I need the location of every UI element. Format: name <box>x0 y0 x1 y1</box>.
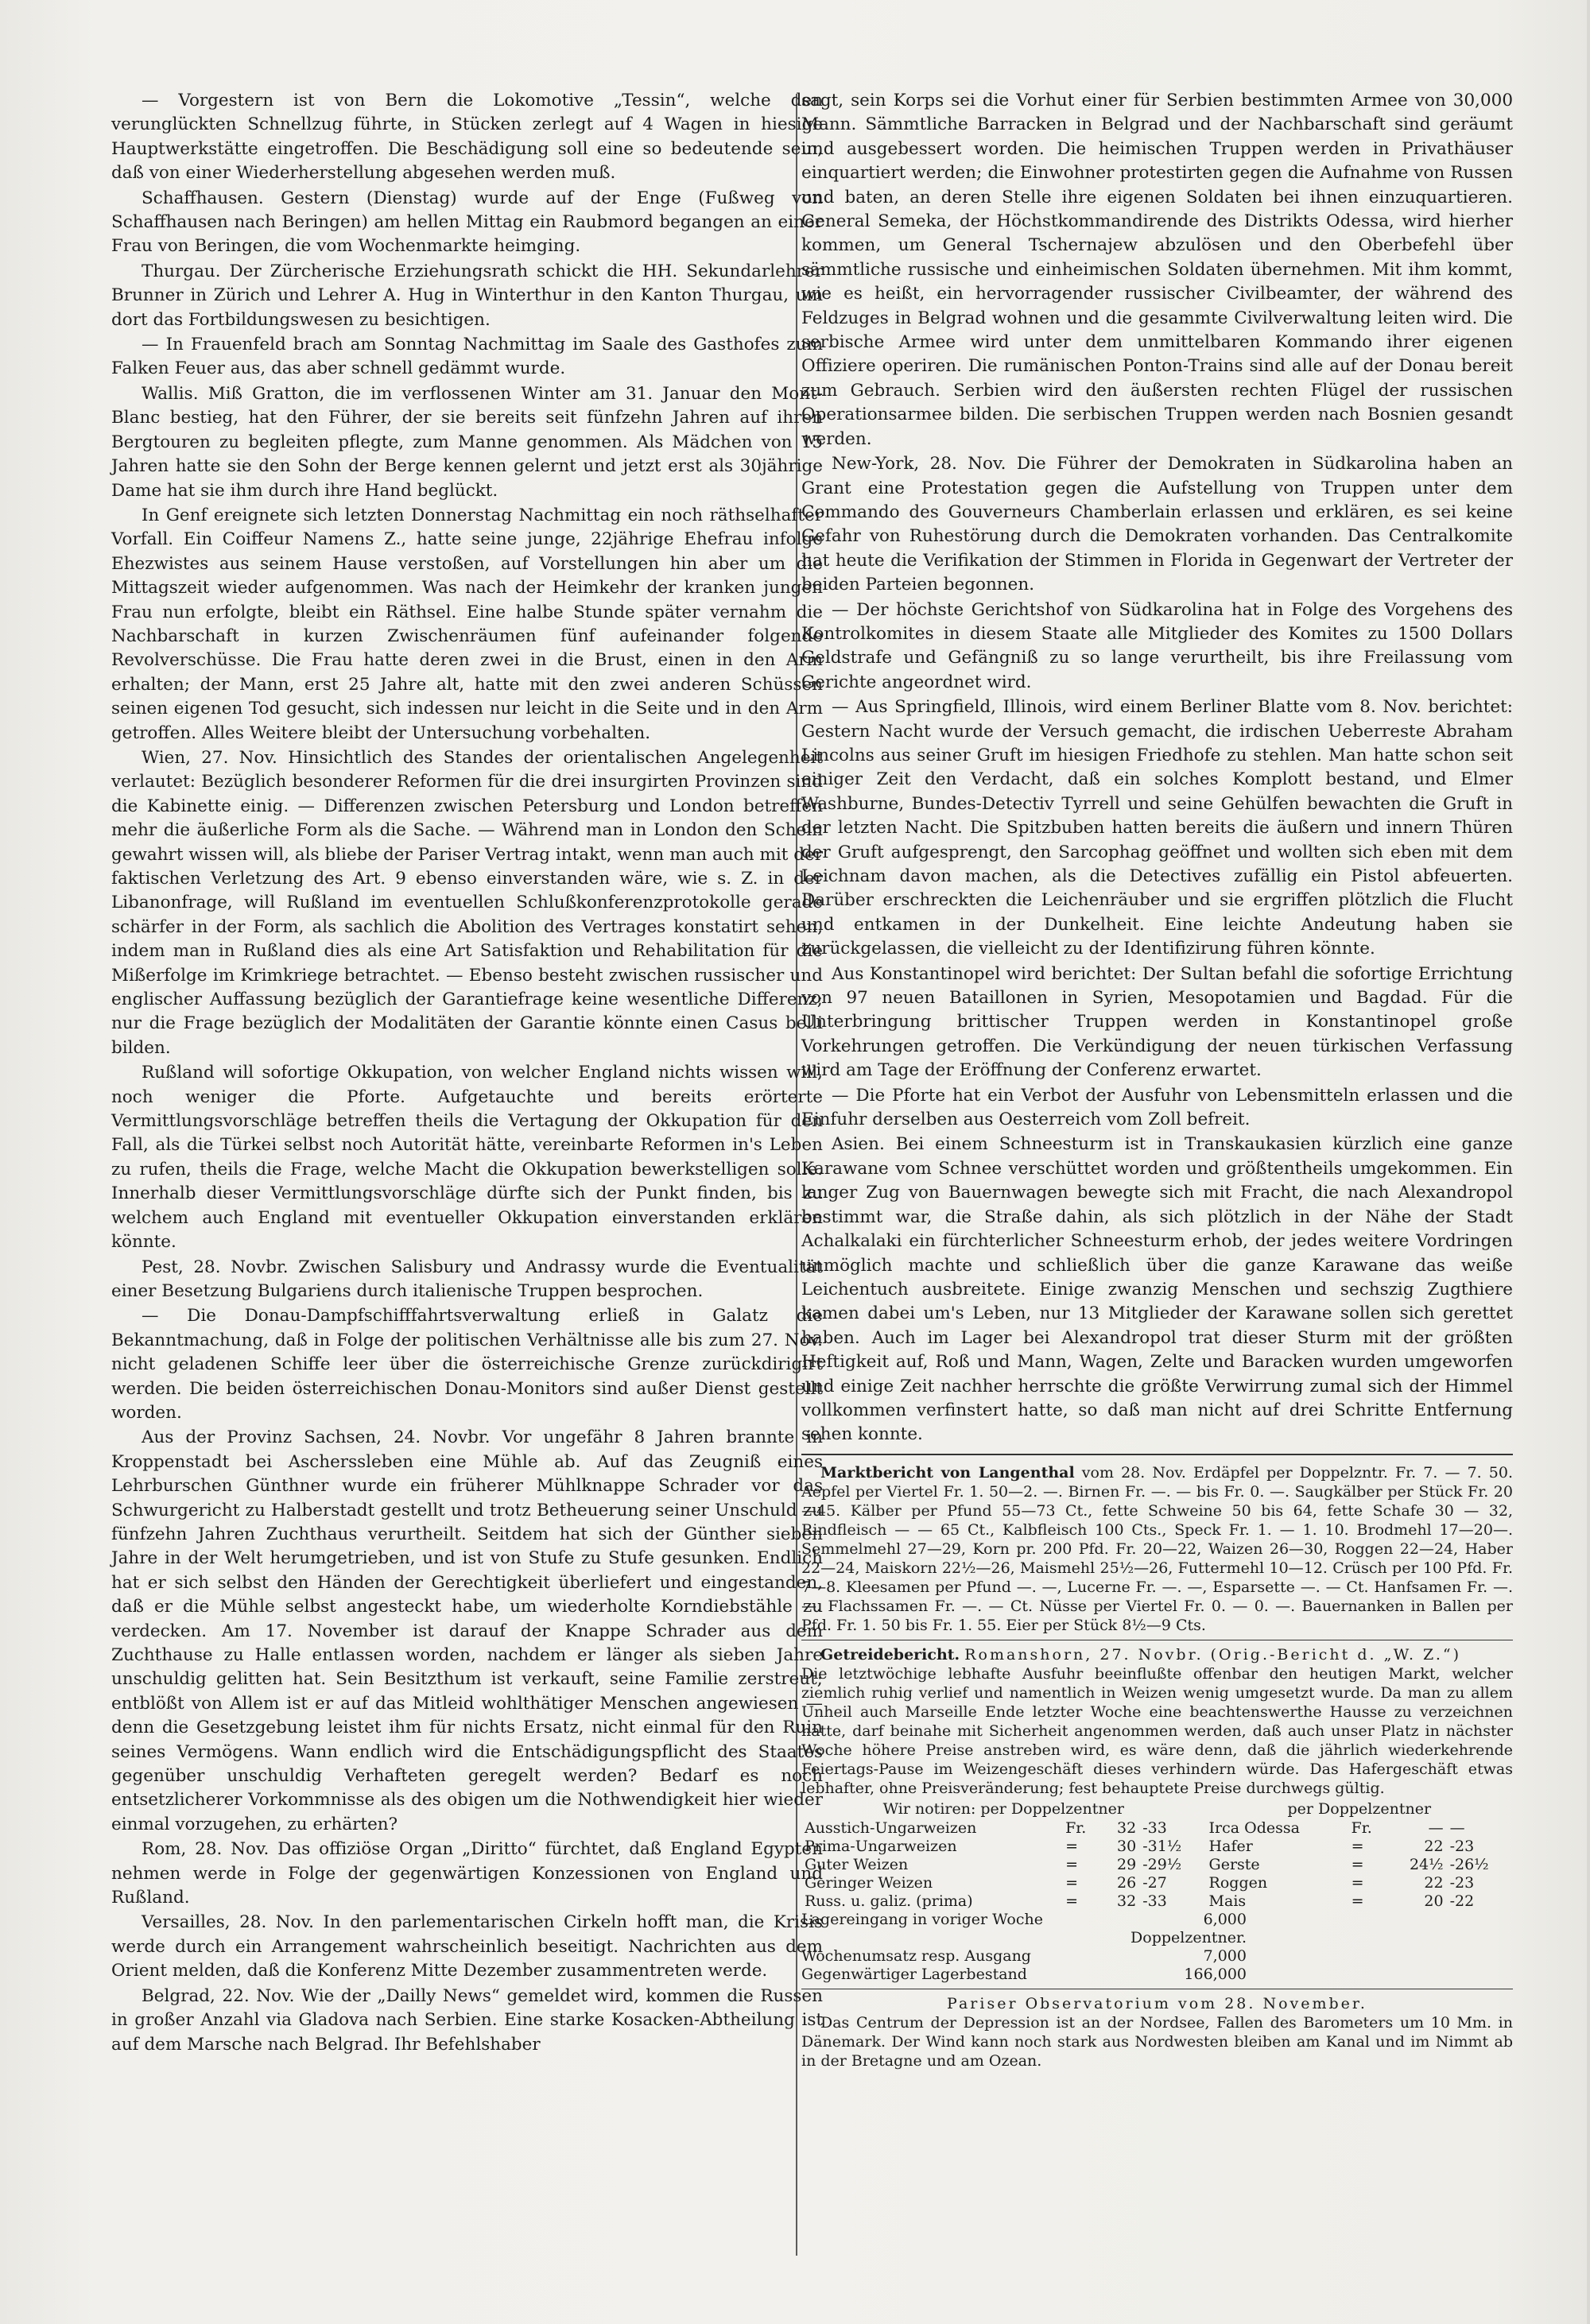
stock-label: Wochenumsatz resp. Ausgang <box>801 1946 1031 1965</box>
grain-price-table <box>801 1799 1513 1911</box>
grain-name: Irca Odessa <box>1208 1819 1300 1837</box>
article-rom: Rom, 28. Nov. Das offiziöse Organ „Diritto“ fürchtet, daß England Egypten nehmen werde in Folge der gegenwärtigen Konzessionen von England und Rußland. <box>111 1839 823 1908</box>
grain-name: Geringer Weizen <box>805 1873 933 1892</box>
article-pest: Pest, 28. Novbr. Zwischen Salisbury und Andrassy wurde die Eventualität einer Besetzung Bulgariens durch italienische Truppen besprochen. <box>111 1257 823 1301</box>
grain-price-low: 20 <box>1424 1892 1444 1910</box>
observatory-report <box>801 1994 1513 2070</box>
grain-name: Roggen <box>1208 1873 1268 1892</box>
grain-name: Prima-Ungarweizen <box>805 1837 957 1855</box>
observatory-text: Das Centrum der Depression ist an der Nordsee, Fallen des Barometers um 10 Mm. in Dänemark. Der Wind kann noch stark aus Nordwesten bleiben am Kanal und im Nimmt ab in der Bretagne und am Ozean. <box>801 2013 1513 2070</box>
article-asien: Asien. Bei einem Schneesturm ist in Transkaukasien kürzlich eine ganze Karawane vom Schnee verschüttet worden und größtentheils umgekommen. Ein langer Zug von Bauernwagen bewegte sich mit Fracht, die nach Alexandropol bestimmt war, die Straße dahin, als sich plötzlich in der Nähe der Stadt Achalkalaki ein fürchterlicher Schneesturm erhob, der jedes weitere Vordringen unmöglich machte und schließlich über die ganze Karawane das weiße Leichentuch ausbreitete. Einige zwanzig Menschen und sechszig Zugthiere kamen dabei um's Leben, nur 13 Mitglieder der Karawane sollen sich gerettet haben. Auch im Lager bei Alexandropol trat dieser Sturm mit der größten Heftigkeit auf, Roß und Mann, Wagen, Zelte und Baracken wurden umgeworfen und einige Zeit nachher herrschte die größte Verwirrung zumal sich der Himmel vollkommen verfinstert hatte, so daß man nicht auf drei Schritte Entfernung sehen konnte. <box>801 1134 1513 1445</box>
grain-currency: = <box>1351 1873 1364 1892</box>
stock-row <box>801 1966 1513 1984</box>
article-genf: In Genf ereignete sich letzten Donnerstag Nachmittag ein noch räthselhafter Vorfall. Ein Coiffeur Namens Z., hatte seine junge, 22jährige Ehefrau infolge Ehezwistes aus seinem Hause verstoßen, auf Vorstellungen hin aber um die Mittagszeit wieder aufgenommen. Was nach der Heimkehr der kranken jungen Frau nun erfolgte, bleibt ein Räthsel. Eine halbe Stunde später vernahm die Nachbarschaft in kurzen Zwischenräumen fünf aufeinander folgende Revolverschüsse. Die Frau hatte deren zwei in die Brust, einen in den Arm erhalten; der Mann, erst 25 Jahre alt, hatte mit den zwei anderen Schüssen seinen eigenen Tod gesucht, sich indessen nur leicht in die Seite und in den Arm getroffen. Alles Weitere bleibt der Untersuchung vorbehalten. <box>111 505 823 743</box>
article-springfield: — Aus Springfield, Illinois, wird einem Berliner Blatte vom 8. Nov. berichtet: Gestern Nacht wurde der Versuch gemacht, die irdischen Ueberreste Abraham Lincolns aus seiner Gruft im hiesigen Friedhofe zu stehlen. Man hatte schon seit einiger Zeit den Verdacht, daß ein solches Komplott bestand, und Elmer Washburne, Bundes-Detectiv Tyrrell und seine Gehülfen bewachten die Gruft in der letzten Nacht. Die Spitzbuben hatten bereits die äußern und innern Thüren der Gruft aufgesprengt, den Sarcophag geöffnet und wollten sich eben mit dem Leichnam davon machen, als die Detectives zufällig ein Pistol abfeuerten. Darüber erschreckten die Leichenräuber und sie ergriffen plötzlich die Flucht und entkamen in der Dunkelheit. Eine leichte Andeutung haben sie zurückgelassen, die vielleicht zu der Identifizirung führen könnte. <box>801 697 1513 959</box>
grain-currency: = <box>1065 1837 1079 1855</box>
grain-price-high: -33 <box>1142 1892 1167 1910</box>
table-row <box>801 1892 1513 1911</box>
table-row <box>801 1874 1513 1892</box>
stock-row <box>801 1911 1513 1947</box>
grain-currency: Fr. <box>1065 1819 1087 1837</box>
grain-price-low: 22 <box>1424 1837 1444 1855</box>
grain-currency: = <box>1351 1837 1364 1855</box>
article-thurgau: Thurgau. Der Zürcherische Erziehungsrath schickt die HH. Sekundarlehrer Brunner in Zürich und Lehrer A. Hug in Winterthur in den Kanton Thurgau, um dort das Fortbildungswesen zu besichtigen. <box>111 261 823 330</box>
grain-report <box>801 1645 1513 1798</box>
market-heading: Marktbericht von Langenthal <box>820 1463 1075 1482</box>
article-donau: — Die Donau-Dampfschifffahrtsverwaltung erließ in Galatz die Bekanntmachung, daß in Folge der politischen Verhältnisse alle bis zum 27. Nov. nicht geladenen Schiffe leer über die österreichische Grenze zurückdirigirt werden. Die beiden österreichischen Donau-Monitors sind außer Dienst gestellt worden. <box>111 1306 823 1423</box>
stock-value: 6,000 Doppelzentner. <box>1130 1910 1247 1946</box>
grain-table-header <box>801 1799 1513 1819</box>
grain-currency: = <box>1351 1855 1364 1873</box>
page-edge <box>1587 0 1590 2324</box>
market-report <box>801 1463 1513 1635</box>
grain-price-low: — <box>1428 1819 1444 1837</box>
grain-price-high: -22 <box>1449 1892 1475 1910</box>
article-versailles: Versailles, 28. Nov. In den parlementarischen Cirkeln hofft man, die Krisis werde durch ein Arrangement wahrscheinlich beseitigt. Nachrichten aus dem Orient melden, daß die Konferenz Mitte Dezember zusammentreten werde. <box>111 1912 823 1981</box>
article-suedkarolina: — Der höchste Gerichtshof von Südkarolina hat in Folge des Vorgehens des Kontrolkomites in diesem Staate alle Mitglieder des Komites zu 1500 Dollars Geldstrafe und Gefängniß zu so lange verurtheilt, bis ihre Freilassung vom Gerichte angeordnet wird. <box>801 599 1513 692</box>
grain-heading: Getreidebericht. <box>820 1645 960 1664</box>
table-row <box>801 1838 1513 1856</box>
left-column <box>111 89 823 2058</box>
right-column <box>801 89 1513 2070</box>
grain-price-high: -29½ <box>1142 1855 1182 1873</box>
article-russland: Rußland will sofortige Okkupation, von welcher England nichts wissen will, noch weniger die Pforte. Aufgetauchte und bereits erörterte Vermittlungsvorschläge betreffen theils die Vertagung der Okkupation für den Fall, als die Türkei selbst noch Autorität hätte, vereinbarte Reformen in's Leben zu rufen, theils die Frage, welche Macht die Okkupation bewerkstelligen solle. Innerhalb dieser Vermittlungsvorschläge dürfte sich der Punkt finden, bis zu welchem auch England mit eventueller Okkupation einverstanden erklären könnte. <box>111 1063 823 1253</box>
article-konstantinopel: Aus Konstantinopel wird berichtet: Der Sultan befahl die sofortige Errichtung von 97 neuen Bataillonen in Syrien, Mesopotamien und Bagdad. Für die Unterbringung brittischer Truppen werden in Konstantinopel große Vorkehrungen getroffen. Die Verkündigung der neuen türkischen Verfassung wird am Tage der Eröffnung der Conferenz erwartet. <box>801 963 1513 1081</box>
grain-currency: Fr. <box>1351 1819 1372 1837</box>
grain-currency: = <box>1351 1892 1364 1910</box>
article-bern: — Vorgestern ist von Bern die Lokomotive „Tessin“, welche den verunglückten Schnellzug führte, in Stücken zerlegt auf 4 Wagen in hiesige Hauptwerkstätte eingetroffen. Die Beschädigung soll eine so bedeutende sein, daß von einer Wiederherstellung abgesehen werden muß. <box>111 91 823 184</box>
stock-value: 7,000 <box>1203 1946 1247 1965</box>
grain-price-low: 26 <box>1117 1873 1137 1892</box>
grain-name: Guter Weizen <box>805 1855 909 1873</box>
section-rule <box>801 1454 1513 1455</box>
grain-price-low: 29 <box>1117 1855 1137 1873</box>
grain-header-right: per Doppelzentner <box>1287 1799 1432 1818</box>
stock-label: Gegenwärtiger Lagerbestand <box>801 1965 1027 1983</box>
grain-currency: = <box>1065 1892 1079 1910</box>
article-schaffhausen: Schaffhausen. Gestern (Dienstag) wurde auf der Enge (Fußweg von Schaffhausen nach Beringen) am hellen Mittag ein Raubmord begangen an einer Frau von Beringen, die vom Wochenmarkte heimging. <box>111 188 823 257</box>
grain-place: Romanshorn, 27. Novbr. (Orig.-Bericht d. „W. Z.“) <box>964 1645 1462 1664</box>
grain-price-high: -33 <box>1142 1819 1167 1837</box>
grain-price-low: 32 <box>1117 1892 1137 1910</box>
article-belgrad-cont: sagt, sein Korps sei die Vorhut einer für Serbien bestimmten Armee von 30,000 Mann. Sämmtliche Barracken in Belgrad und der Nachbarschaft sind geräumt und ausgebessert worden. Die heimischen Truppen werden in Privathäuser einquartiert werden; die Einwohner protestirten gegen die Aufnahme von Russen und baten, an deren Stelle ihre eigenen Soldaten bei ihnen einzuquartieren. General Semeka, der Höchstkommandirende des Distrikts Odessa, wird hierher kommen, um General Tschernajew abzulösen und den Oberbefehl über sämmtliche russische und einheimischen Soldaten übernehmen. Mit ihm kommt, wie es heißt, ein hervorragender russischer Civilbeamter, der während des Feldzuges in Belgrad wohnen und die gesammte Civilverwaltung leiten wird. Die serbische Armee wird unter dem unmittelbaren Kommando ihrer eigenen Offiziere operiren. Die rumänischen Ponton-Trains sind alle auf der Donau bereit zum Gebrauch. Serbien wird den äußersten rechten Flügel der russischen Operationsarmee bilden. Die serbischen Truppen werden nach Bosnien gesandt werden. <box>801 91 1513 449</box>
grain-name: Hafer <box>1208 1837 1253 1855</box>
article-wien: Wien, 27. Nov. Hinsichtlich des Standes der orientalischen Angelegenheit verlautet: Bezüglich besonderer Reformen für die drei insurgirten Provinzen sind die Kabinette einig. — Differenzen zwischen Petersburg und London betreffen mehr die äußerliche Form als die Sache. — Während man in London den Schein gewahrt wissen will, als bliebe der Pariser Vertrag intakt, wenn man auch mit der faktischen Verletzung des Art. 9 ebenso einverstanden wäre, wie s. Z. in der Libanonfrage, will Rußland im eventuellen Schlußkonferenzprotokolle gerade schärfer in der Form, als sachlich die Abolition des Vertrages konstatirt sehen, indem man in Rußland dies als eine Art Satisfaktion und Rehabilitation für die Mißerfolge im Krimkriege betrachtet. — Ebenso besteht zwischen russischer und englischer Auffassung bezüglich der Garantiefrage keine wesentliche Differenz; nur die Frage bezüglich der Modalitäten der Garantie könnte einen Casus belli bilden. <box>111 747 823 1058</box>
grain-price-high: -31½ <box>1142 1837 1182 1855</box>
article-wallis: Wallis. Miß Gratton, die im verflossenen Winter am 31. Januar den Mont-Blanc bestieg, hat den Führer, der sie bereits seit fünfzehn Jahren auf ihren Bergtouren zu begleiten pflegte, zum Manne genommen. Als Mädchen von 15 Jahren hatte sie den Sohn der Berge kennen gelernt und jetzt erst als 30jährige Dame hat sie ihm durch ihre Hand beglückt. <box>111 383 823 501</box>
grain-price-low: 30 <box>1117 1837 1137 1855</box>
market-text: vom 28. Nov. Erdäpfel per Doppelzntr. Fr. 7. — 7. 50. Aepfel per Viertel Fr. 1. 50—2. —. Birnen Fr. —. — bis Fr. 0. —. Saugkälber per Stück Fr. 20—45. Kälber per Pfund 55—73 Ct., fette Schweine 50 bis 64, fette Schafe 30 — 32, Rindfleisch — — 65 Ct., Kalbfleisch 100 Cts., Speck Fr. 1. — 1. 10. Brodmehl 17—20—. Semmelmehl 27—29, Korn pr. 200 Pfd. Fr. 20—22, Waizen 26—30, Roggen 22—24, Haber 22—24, Maiskorn 22½—26, Maismehl 25½—26, Futtermehl 10—12. Crüsch per 100 Pfd. Fr. 7—8. Kleesamen per Pfund —. —, Lucerne Fr. —. —, Esparsette —. — Ct. Hanfsamen Fr. —. —. Flachssamen Fr. —. — Ct. Nüsse per Viertel Fr. 0. — 0. —. Bauernanken in Ballen per Pfd. Fr. 1. 50 bis Fr. 1. 55. Eier per Stück 8½—9 Cts. <box>801 1463 1513 1634</box>
table-row <box>801 1819 1513 1838</box>
grain-price-low: 24½ <box>1409 1855 1444 1873</box>
grain-header-left: Wir notiren: per Doppelzentner <box>882 1799 1124 1818</box>
grain-name: Gerste <box>1208 1855 1260 1873</box>
grain-name: Russ. u. galiz. (prima) <box>805 1892 973 1910</box>
article-sachsen: Aus der Provinz Sachsen, 24. Novbr. Vor ungefähr 8 Jahren brannte in Kroppenstadt bei Ascherssleben eine Mühle ab. Auf das Zeugniß eines Lehrburschen Günthner wurde ein früherer Mühlknappe Schrader vor das Schwurgericht zu Halberstadt gestellt und trotz Betheuerung seiner Unschuld zu fünfzehn Jahren Zuchthaus verurtheilt. Seitdem hat sich der Günther sieben Jahre in der Welt herumgetrieben, und ist von Stufe zu Stufe gesunken. Endlich hat er sich selbst den Händen der Gerechtigkeit überliefert und eingestanden, daß er die Mühle selbst angesteckt habe, um wiederholte Korndiebstähle zu verdecken. Am 17. November ist darauf der Knappe Schrader aus dem Zuchthause zu Halle entlassen worden, nachdem er länger als sieben Jahre unschuldig gelitten hat. Sein Besitzthum ist verkauft, seine Familie zerstreut; entblößt von Allem ist er auf das Mitleid wohlthätiger Menschen angewiesen — denn die Gesetzgebung leistet ihm für nichts Ersatz, nicht einmal für den Ruin seines Vermögens. Wann endlich wird die Entschädigungspflicht des Staates gegenüber unschuldig Verhafteten geregelt werden? Bedarf es noch entsetzlicherer Vorkommnisse als des obigen um die Nothwendigkeit hier wieder einmal vorzugehen, zu erhärten? <box>111 1427 823 1834</box>
stock-label: Lagereingang in voriger Woche <box>801 1910 1043 1928</box>
observatory-heading: Pariser Observatorium vom 28. November. <box>947 1994 1367 2012</box>
article-belgrad: Belgrad, 22. Nov. Wie der „Dailly News“ gemeldet wird, kommen die Russen in großer Anzahl via Gladova nach Serbien. Eine starke Kosacken-Abtheilung ist auf dem Marsche nach Belgrad. Ihr Befehlshaber <box>111 1985 823 2055</box>
stock-value: 166,000 <box>1184 1965 1247 1983</box>
grain-price-low: 22 <box>1424 1873 1444 1892</box>
article-pforte: — Die Pforte hat ein Verbot der Ausfuhr von Lebensmitteln erlassen und die Einfuhr derselben aus Oesterreich vom Zoll befreit. <box>801 1085 1513 1130</box>
grain-name: Mais <box>1208 1892 1247 1910</box>
grain-price-high: -23 <box>1449 1837 1475 1855</box>
table-row <box>801 1856 1513 1874</box>
grain-price-high: -27 <box>1142 1873 1167 1892</box>
grain-currency: = <box>1065 1855 1079 1873</box>
grain-price-high: -23 <box>1449 1873 1475 1892</box>
article-new-york: New-York, 28. Nov. Die Führer der Demokraten in Südkarolina haben an Grant eine Protestation gegen die Aufstellung von Truppen unter dem Commando des Gouverneurs Chamberlain erlassen und erklären, es sei keine Gefahr von Ruhestörung durch die Demokraten vorhanden. Das Centralkomite hat heute die Verifikation der Stimmen in Florida in Gegenwart der Vertreter der beiden Parteien begonnen. <box>801 454 1513 595</box>
grain-price-high: -26½ <box>1449 1855 1489 1873</box>
stock-row <box>801 1947 1513 1966</box>
article-frauenfeld: — In Frauenfeld brach am Sonntag Nachmittag im Saale des Gasthofes zum Falken Feuer aus, das aber schnell gedämmt wurde. <box>111 335 823 379</box>
grain-name: Ausstich-Ungarweizen <box>805 1819 977 1837</box>
grain-stock <box>801 1911 1513 1984</box>
grain-price-low: 32 <box>1117 1819 1137 1837</box>
grain-price-high: — <box>1449 1819 1465 1837</box>
grain-text: Die letztwöchige lebhafte Ausfuhr beeinflußte offenbar den heutigen Markt, welcher ziemlich ruhig verlief und namentlich in Weizen wenig umgesetzt wurde. Da man zu allem Unheil auch Marseille Ende letzter Woche eine beachtenswerthe Hausse zu verzeichnen hatte, darf beinahe mit Sicherheit angenommen werden, daß auch unser Platz in nächster Woche höhere Preise anstreben wird, es wäre denn, daß die jährlich wiederkehrende Feiertags-Pause im Weizengeschäft dieses verhindern würde. Das Hafergeschäft etwas lebhafter, ohne Preisveränderung; fest behauptete Preise durchwegs gültig. <box>801 1664 1513 1797</box>
grain-currency: = <box>1065 1873 1079 1892</box>
